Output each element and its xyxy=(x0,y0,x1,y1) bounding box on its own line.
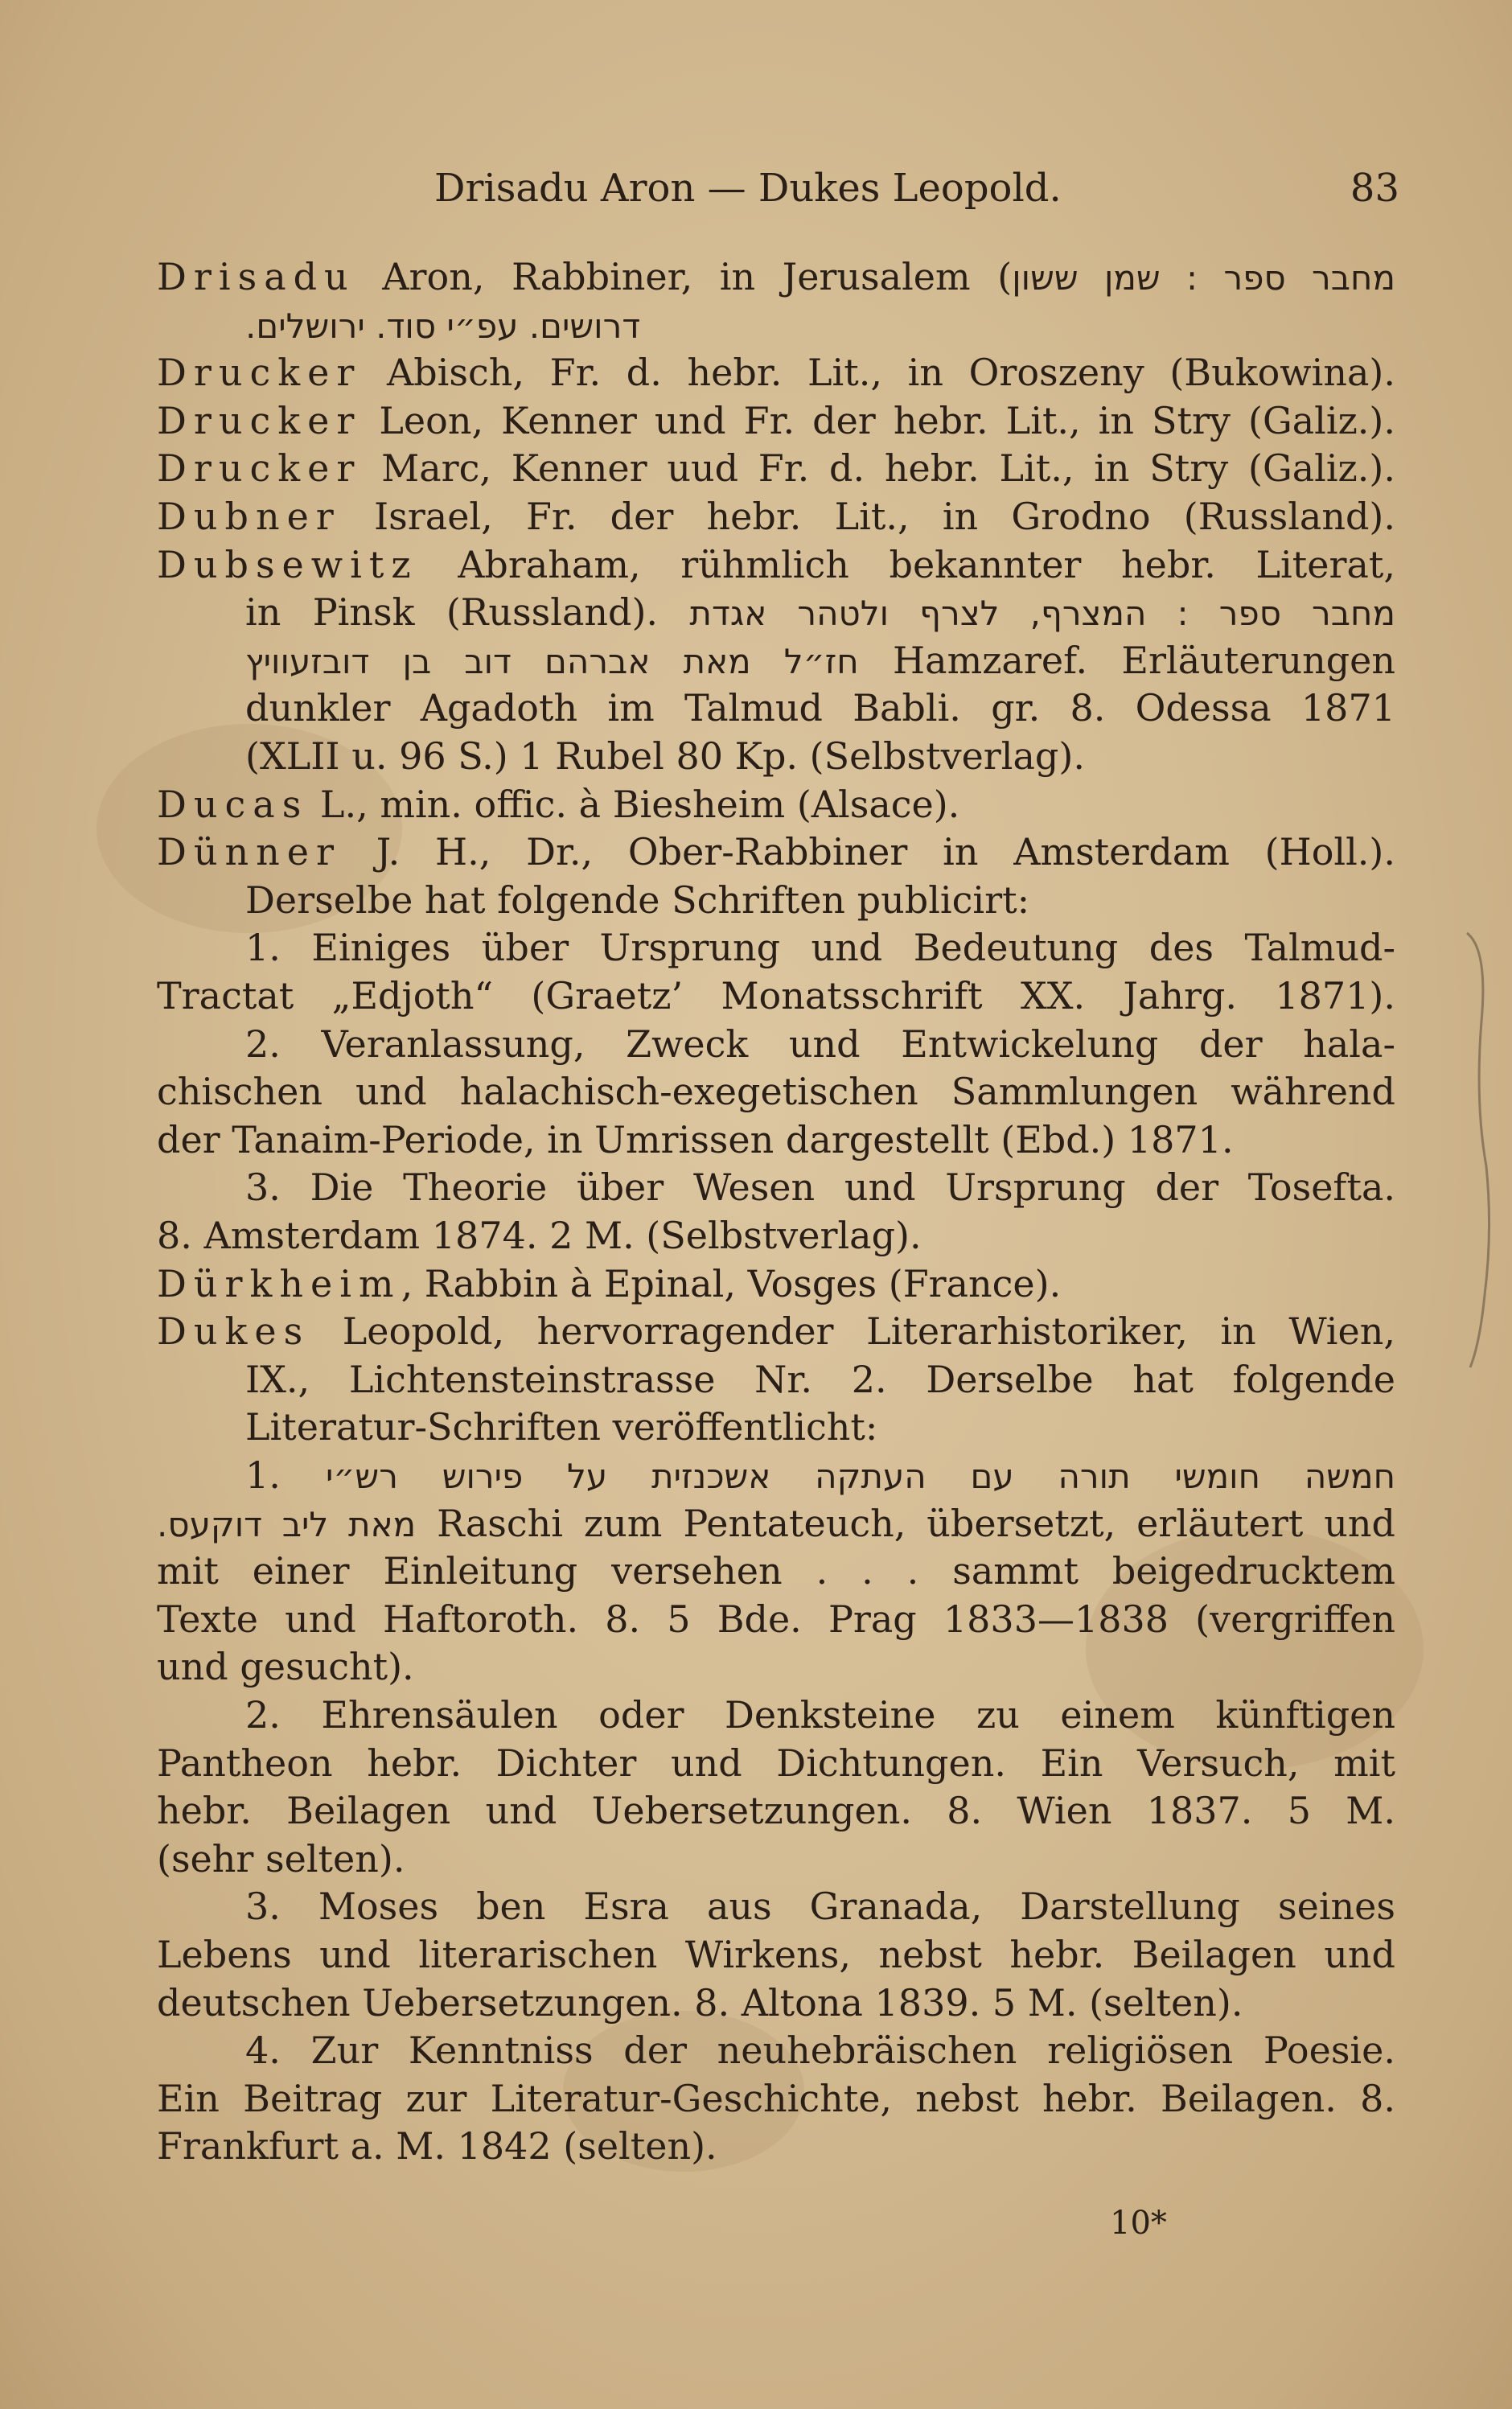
line-text: Literatur-Schriften veröffentlicht: xyxy=(245,1405,878,1449)
line-text: und gesucht). xyxy=(157,1645,414,1689)
line-text: Pantheon hebr. Dichter und Dichtungen. Ein Versuch, mit xyxy=(157,1741,1395,1785)
line-text: Tractat „Edjoth“ (Graetz’ Monatsschrift XX. Jahrg. 1871). xyxy=(157,974,1395,1017)
running-title: Drisadu Aron — Dukes Leopold. xyxy=(434,166,1062,211)
pencil-margin-bracket xyxy=(1464,925,1496,1375)
line-text: J. H., Dr., Ober-Rabbiner in Amsterdam (Holl.). xyxy=(340,830,1395,874)
entry-surname: Drucker xyxy=(157,398,362,442)
line-text: Israel, Fr. der hebr. Lit., in Grodno (Russland). xyxy=(340,495,1395,538)
running-header xyxy=(434,165,1399,221)
line-text: (sehr selten). xyxy=(157,1836,405,1881)
line-text: , Rabbin à Epinal, Vosges (France). xyxy=(401,1261,1062,1305)
entry-surname: Dubsewitz xyxy=(157,542,418,586)
text-line xyxy=(157,1643,1395,1692)
entry-surname: Drucker xyxy=(157,351,362,395)
text-line xyxy=(157,1500,1395,1548)
line-text: IX., Lichtensteinstrasse Nr. 2. Derselbe hat folgende xyxy=(245,1357,1395,1401)
page-number: 83 xyxy=(1350,166,1399,211)
hebrew-title: מחבר ספר : שמן ששון xyxy=(1012,258,1396,298)
text-line xyxy=(157,1068,1395,1116)
text-line xyxy=(245,733,1395,781)
text-line xyxy=(245,1404,1395,1452)
hebrew-title: חז״ל מאת אברהם דוב בן דובזעוויץ xyxy=(245,641,859,681)
line-text: Texte und Haftoroth. 8. 5 Bde. Prag 1833—1838 (vergriffen xyxy=(157,1597,1395,1641)
text-line xyxy=(245,1021,1395,1069)
hebrew-title: מחבר ספר : המצרף, לצרף ולטהר אגדת xyxy=(689,594,1395,634)
line-text: Marc, Kenner uud Fr. d. hebr. Lit., in Stry (Galiz.). xyxy=(361,446,1395,491)
hebrew-title: חמשה חומשי תורה עם העתקה אשכנזית על פירוש רש״י xyxy=(325,1457,1396,1496)
text-line xyxy=(157,1979,1395,2028)
entry-surname: Dubner xyxy=(157,495,341,538)
line-text: Frankfurt a. M. 1842 (selten). xyxy=(157,2124,717,2169)
text-line xyxy=(157,1787,1395,1836)
line-text: in Pinsk (Russland). xyxy=(245,590,690,635)
line-text: Ein Beitrag zur Literatur-Geschichte, nebst hebr. Beilagen. 8. xyxy=(157,2076,1395,2120)
text-line xyxy=(157,1116,1395,1165)
line-text: deutschen Uebersetzungen. 8. Altona 1839. 5 M. (selten). xyxy=(157,1980,1243,2025)
text-line xyxy=(157,972,1395,1021)
line-text: 2. Veranlassung, Zweck und Entwickelung der hala- xyxy=(245,1022,1395,1066)
text-line xyxy=(157,397,1395,446)
line-text: Lebens und literarischen Wirkens, nebst hebr. Beilagen und xyxy=(157,1933,1395,1976)
line-text: 1. Einiges über Ursprung und Bedeutung des Talmud- xyxy=(245,926,1395,970)
text-line xyxy=(157,349,1395,397)
text-line xyxy=(157,541,1395,590)
text-line xyxy=(157,828,1395,877)
signature-mark: 10* xyxy=(1110,2205,1167,2242)
text-line xyxy=(157,2075,1395,2123)
line-text: der Tanaim-Periode, in Umrissen dargestellt (Ebd.) 1871. xyxy=(157,1117,1234,1161)
text-line xyxy=(245,1452,1395,1500)
line-text: 2. Ehrensäulen oder Denksteine zu einem künftigen xyxy=(245,1693,1395,1737)
hebrew-title: דרושים. עפ״י סוד. ירושלים. xyxy=(245,306,641,346)
line-text: hebr. Beilagen und Uebersetzungen. 8. Wien 1837. 5 M. xyxy=(157,1789,1395,1833)
text-line xyxy=(157,1548,1395,1596)
text-line xyxy=(157,1740,1395,1788)
line-text: Abisch, Fr. d. hebr. Lit., in Oroszeny (Bukowina). xyxy=(361,351,1395,395)
text-line xyxy=(157,253,1395,302)
entry-surname: Dürkheim xyxy=(157,1261,401,1305)
line-text: 4. Zur Kenntniss der neuhebräischen religiösen Poesie. xyxy=(245,2029,1395,2073)
text-line xyxy=(157,781,1395,829)
text-line xyxy=(157,2123,1395,2171)
line-text: 3. Die Theorie über Wesen und Ursprung der Tosefta. xyxy=(245,1165,1395,1210)
text-line xyxy=(157,493,1395,541)
line-text: 1. xyxy=(245,1453,326,1497)
entry-surname: Dukes xyxy=(157,1309,310,1354)
text-line xyxy=(245,1356,1395,1404)
line-text-tail: Raschi zum Pentateuch, übersetzt, erläutert und xyxy=(416,1501,1395,1545)
text-line xyxy=(245,684,1395,733)
entry-surname: Ducas xyxy=(157,782,309,826)
text-line xyxy=(245,1692,1395,1740)
entry-surname: Dünner xyxy=(157,830,341,874)
line-text: Abraham, rühmlich bekannter hebr. Literat, xyxy=(417,542,1395,586)
line-text: dunkler Agadoth im Talmud Babli. gr. 8. Odessa 1871 xyxy=(245,686,1395,730)
line-text: Leon, Kenner und Fr. der hebr. Lit., in Stry (Galiz.). xyxy=(361,398,1395,442)
text-line xyxy=(157,1308,1395,1356)
text-line xyxy=(245,2027,1395,2075)
text-line xyxy=(157,1260,1395,1309)
line-text: Aron, Rabbiner, in Jerusalem ( xyxy=(355,255,1013,298)
text-line xyxy=(157,1931,1395,1979)
line-text: (XLII u. 96 S.) 1 Rubel 80 Kp. (Selbstverlag). xyxy=(245,734,1085,778)
line-text: chischen und halachisch-exegetischen Sammlungen während xyxy=(157,1070,1395,1114)
text-line xyxy=(245,589,1395,637)
text-line xyxy=(157,1836,1395,1884)
line-text: mit einer Einleitung versehen . . . sammt beigedrucktem xyxy=(157,1549,1395,1593)
hebrew-title: מאת ליב דוקעס. xyxy=(157,1504,417,1544)
text-line xyxy=(245,1883,1395,1931)
entry-surname: Drucker xyxy=(157,446,362,491)
text-line xyxy=(245,1164,1395,1212)
line-text-tail: Hamzaref. Erläuterungen xyxy=(858,638,1395,682)
text-line xyxy=(157,1212,1395,1260)
text-line xyxy=(245,637,1395,685)
line-text: 8. Amsterdam 1874. 2 M. (Selbstverlag). xyxy=(157,1214,922,1257)
entry-surname: Drisadu xyxy=(157,255,355,298)
line-text: Leopold, hervorragender Literarhistoriker, in Wien, xyxy=(310,1309,1395,1354)
line-text: Derselbe hat folgende Schriften publicirt: xyxy=(245,878,1030,922)
text-line xyxy=(157,445,1395,493)
line-text: L., min. offic. à Biesheim (Alsace). xyxy=(308,782,960,826)
line-text: 3. Moses ben Esra aus Granada, Darstellung seines xyxy=(245,1885,1395,1929)
text-line xyxy=(157,1596,1395,1644)
text-line xyxy=(245,924,1395,972)
text-line xyxy=(245,877,1395,925)
text-line xyxy=(245,302,1395,350)
